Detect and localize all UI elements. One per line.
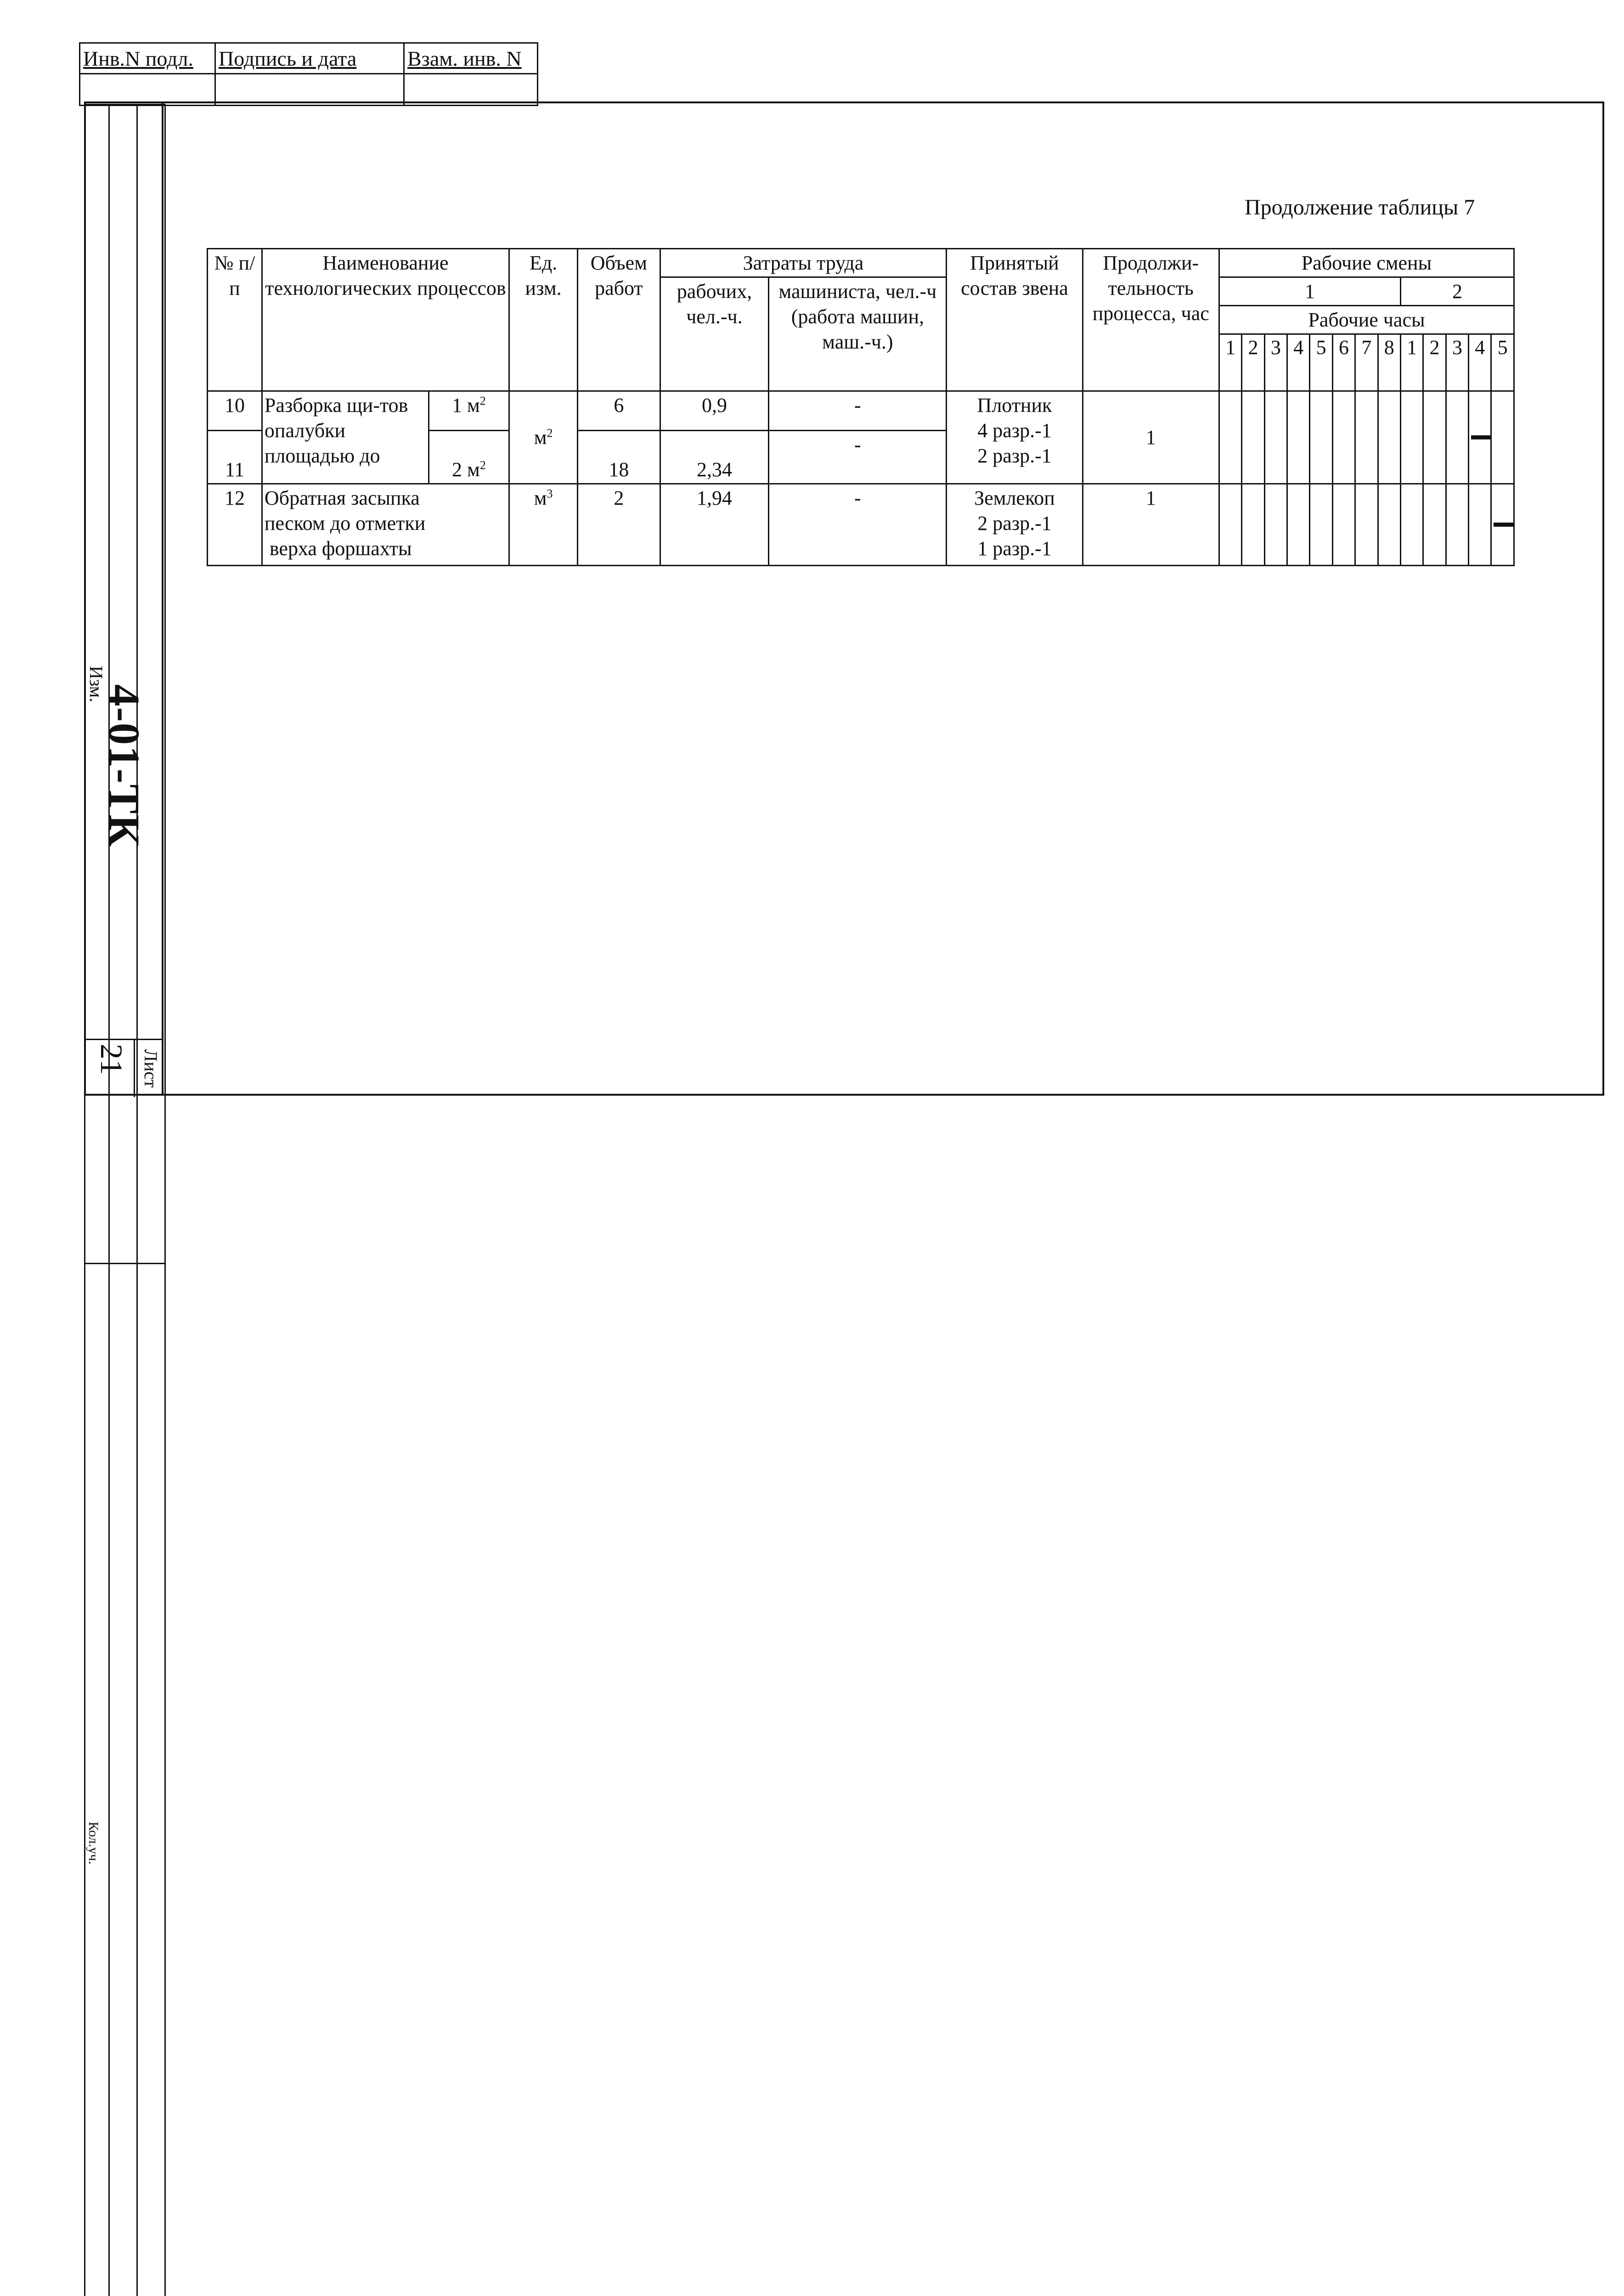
hour-number: 7 xyxy=(1355,334,1378,391)
hour-number: 4 xyxy=(1287,334,1310,391)
row-crew xyxy=(947,391,1083,484)
header-shift-2: 2 xyxy=(1400,277,1514,306)
row-workers: 1,94 xyxy=(660,484,769,566)
row-name xyxy=(262,484,509,566)
sheet-label: Лист xyxy=(134,1040,162,1097)
hour-number: 2 xyxy=(1242,334,1264,391)
hour-cell xyxy=(1264,484,1287,566)
unit-value: м xyxy=(534,426,547,449)
crew-line: 2 разр.-1 xyxy=(949,511,1080,536)
hour-cell xyxy=(1378,391,1400,484)
hour-cell xyxy=(1310,484,1332,566)
stamp-inv-podl-value xyxy=(80,74,215,106)
unit-exp: 3 xyxy=(547,487,553,500)
header-labor: Затраты труда xyxy=(660,249,947,277)
row-number: 11 xyxy=(208,431,262,484)
header-workers: рабочих, чел.-ч. xyxy=(660,277,769,391)
sub-size-value: 2 м xyxy=(452,458,480,481)
header-duration: Продолжи-тельность процесса, час xyxy=(1083,249,1219,391)
header-shifts: Рабочие смены xyxy=(1219,249,1514,277)
header-machinist: машиниста, чел.-ч (работа машин, маш.-ч.) xyxy=(769,277,947,391)
hour-number: 1 xyxy=(1219,334,1241,391)
row-workers: 0,9 xyxy=(660,391,769,431)
hour-number: 3 xyxy=(1446,334,1468,391)
hour-number: 4 xyxy=(1469,334,1491,391)
margin-cell xyxy=(109,1264,137,2296)
sheet-number: 21 xyxy=(93,1044,130,1075)
row-machinist: - xyxy=(769,391,947,431)
crew-line: 2 разр.-1 xyxy=(949,443,1080,468)
unit-exp: 2 xyxy=(547,426,553,439)
header-crew: Принятый состав звена xyxy=(947,249,1083,391)
margin-kol-cell xyxy=(85,1264,109,2296)
hour-cell xyxy=(1287,391,1310,484)
row-unit xyxy=(509,484,578,566)
header-no: № п/п xyxy=(208,249,262,391)
hour-cell-active xyxy=(1469,391,1491,484)
hour-cell xyxy=(1400,484,1423,566)
hour-number: 8 xyxy=(1378,334,1400,391)
hour-number: 1 xyxy=(1400,334,1423,391)
sub-size-exp: 2 xyxy=(480,458,486,472)
hour-number: 5 xyxy=(1310,334,1332,391)
document-code: 4-01-ТК xyxy=(99,684,150,848)
hour-cell xyxy=(1446,391,1468,484)
hour-cell xyxy=(1242,391,1264,484)
row-number: 12 xyxy=(208,484,262,566)
row-machinist: - xyxy=(769,484,947,566)
hour-cell xyxy=(1423,391,1446,484)
hour-cell xyxy=(1242,484,1264,566)
stamp-podpis-data-value xyxy=(215,74,404,106)
hour-cell xyxy=(1219,391,1241,484)
hour-cell xyxy=(1378,484,1400,566)
name-line: песком до отметки xyxy=(265,511,507,536)
row-volume: 2 xyxy=(578,484,660,566)
margin-cell xyxy=(137,1264,165,2296)
margin-izm: Изм. xyxy=(85,105,107,1263)
stamp-vzam-inv: Взам. инв. N xyxy=(404,43,538,74)
hour-cell xyxy=(1219,484,1241,566)
hour-cell xyxy=(1423,484,1446,566)
stamp-podpis-data: Подпись и дата xyxy=(215,43,404,74)
hour-cell xyxy=(1355,484,1378,566)
hour-cell xyxy=(1332,391,1355,484)
row-sub-size xyxy=(429,431,509,484)
crew-line: Землекоп xyxy=(949,485,1080,511)
stamp-inv-podl: Инв.N подл. xyxy=(80,43,215,74)
sheet-number-box xyxy=(84,1039,162,1097)
hour-number: 5 xyxy=(1491,334,1514,391)
hour-cell xyxy=(1264,391,1287,484)
row-duration: 1 xyxy=(1083,484,1219,566)
hour-cell xyxy=(1355,391,1378,484)
row-crew xyxy=(947,484,1083,566)
table-continuation-caption: Продолжение таблицы 7 xyxy=(1245,195,1475,220)
hour-cell xyxy=(1446,484,1468,566)
row-machinist: - xyxy=(769,431,947,484)
hour-cell xyxy=(1491,391,1514,484)
schedule-bar xyxy=(1494,523,1514,527)
crew-line: Плотник xyxy=(949,393,1080,418)
row-volume: 6 xyxy=(578,391,660,431)
schedule-bar xyxy=(1471,435,1491,439)
revision-block xyxy=(84,104,166,2296)
sub-size-exp: 2 xyxy=(480,394,486,407)
header-unit: Ед. изм. xyxy=(509,249,578,391)
hour-cell xyxy=(1310,391,1332,484)
hour-number: 6 xyxy=(1332,334,1355,391)
hour-cell xyxy=(1332,484,1355,566)
unit-value: м xyxy=(534,487,547,509)
hour-cell xyxy=(1469,484,1491,566)
title-stamp xyxy=(79,42,538,106)
header-volume: Объем работ xyxy=(578,249,660,391)
hour-number: 3 xyxy=(1264,334,1287,391)
row-number: 10 xyxy=(208,391,262,431)
name-line: Обратная засыпка xyxy=(265,485,507,511)
work-schedule-table xyxy=(207,248,1515,566)
hour-cell xyxy=(1400,391,1423,484)
margin-kol-uch xyxy=(85,1264,101,2296)
stamp-vzam-inv-value xyxy=(404,74,538,106)
row-duration: 1 xyxy=(1083,391,1219,484)
hour-number: 2 xyxy=(1423,334,1446,391)
row-workers: 2,34 xyxy=(660,431,769,484)
header-name: Наименование технологических процессов xyxy=(262,249,509,391)
crew-line: 1 разр.-1 xyxy=(949,536,1080,561)
row-unit xyxy=(509,391,578,484)
crew-line: 4 разр.-1 xyxy=(949,418,1080,443)
name-line: верха форшахты xyxy=(265,536,507,561)
row-volume: 18 xyxy=(578,431,660,484)
row-name: Разборка щи-тов опалубки площадью до xyxy=(262,391,429,484)
hour-cell xyxy=(1287,484,1310,566)
hour-cell-active xyxy=(1491,484,1514,566)
sub-size-value: 1 м xyxy=(452,394,480,416)
row-sub-size xyxy=(429,391,509,431)
header-hours: Рабочие часы xyxy=(1219,306,1514,334)
header-shift-1: 1 xyxy=(1219,277,1400,306)
